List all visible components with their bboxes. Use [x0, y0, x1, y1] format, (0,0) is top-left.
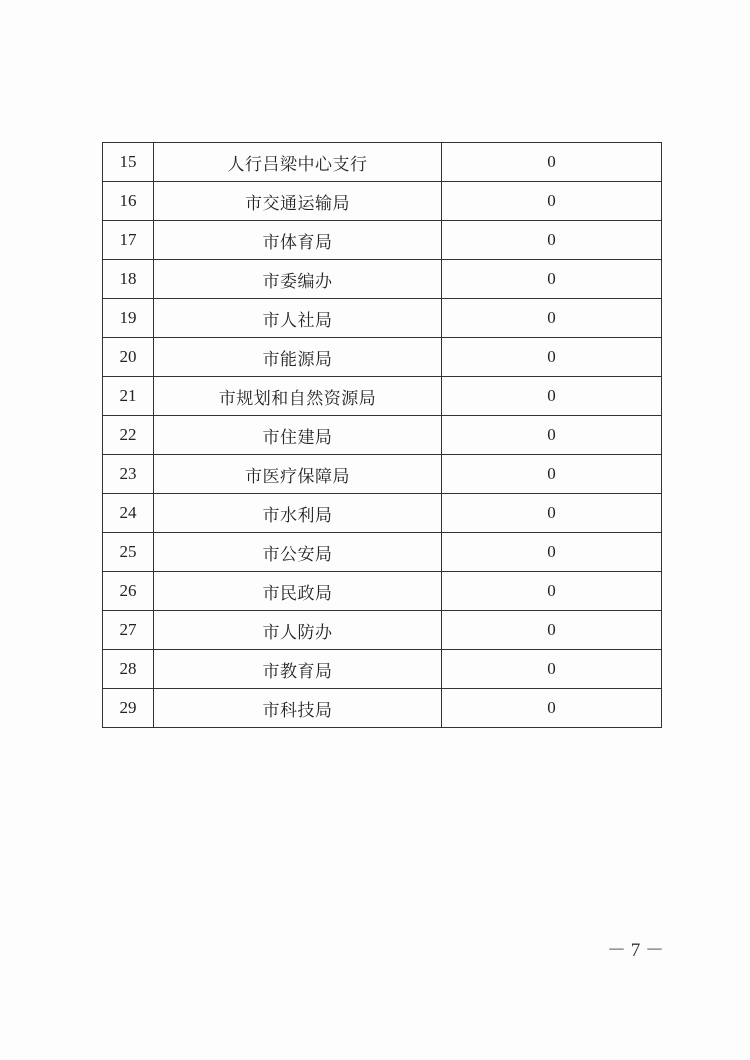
table-row [103, 299, 662, 338]
table-row [103, 455, 662, 494]
row-number: 27 [103, 611, 154, 650]
unit-name: 市委编办 [154, 260, 442, 299]
count-value: 0 [442, 689, 662, 728]
row-number: 21 [103, 377, 154, 416]
table-row [103, 494, 662, 533]
row-number: 15 [103, 143, 154, 182]
row-number: 17 [103, 221, 154, 260]
row-number: 20 [103, 338, 154, 377]
table-row [103, 416, 662, 455]
unit-name: 市能源局 [154, 338, 442, 377]
statistics-table [102, 142, 662, 728]
count-value: 0 [442, 416, 662, 455]
unit-name: 市教育局 [154, 650, 442, 689]
count-value: 0 [442, 611, 662, 650]
count-value: 0 [442, 494, 662, 533]
count-value: 0 [442, 572, 662, 611]
table-row [103, 650, 662, 689]
row-number: 26 [103, 572, 154, 611]
unit-name: 市体育局 [154, 221, 442, 260]
count-value: 0 [442, 299, 662, 338]
unit-name: 市住建局 [154, 416, 442, 455]
table-row [103, 572, 662, 611]
row-number: 19 [103, 299, 154, 338]
unit-name: 市民政局 [154, 572, 442, 611]
table-row [103, 611, 662, 650]
row-number: 16 [103, 182, 154, 221]
unit-name: 市人社局 [154, 299, 442, 338]
table-row [103, 182, 662, 221]
count-value: 0 [442, 182, 662, 221]
unit-name: 市规划和自然资源局 [154, 377, 442, 416]
count-value: 0 [442, 377, 662, 416]
row-number: 29 [103, 689, 154, 728]
unit-name: 市人防办 [154, 611, 442, 650]
unit-name: 市水利局 [154, 494, 442, 533]
table-row [103, 377, 662, 416]
count-value: 0 [442, 455, 662, 494]
unit-name: 市公安局 [154, 533, 442, 572]
row-number: 23 [103, 455, 154, 494]
row-number: 18 [103, 260, 154, 299]
count-value: 0 [442, 650, 662, 689]
row-number: 28 [103, 650, 154, 689]
table-row [103, 221, 662, 260]
unit-name: 人行吕梁中心支行 [154, 143, 442, 182]
page-number: － 7 － [606, 940, 664, 961]
table-row [103, 338, 662, 377]
unit-name: 市医疗保障局 [154, 455, 442, 494]
table-row [103, 143, 662, 182]
count-value: 0 [442, 338, 662, 377]
count-value: 0 [442, 533, 662, 572]
count-value: 0 [442, 143, 662, 182]
unit-name: 市交通运输局 [154, 182, 442, 221]
row-number: 22 [103, 416, 154, 455]
table-row [103, 689, 662, 728]
table-row [103, 533, 662, 572]
row-number: 25 [103, 533, 154, 572]
unit-name: 市科技局 [154, 689, 442, 728]
count-value: 0 [442, 260, 662, 299]
table-row [103, 260, 662, 299]
count-value: 0 [442, 221, 662, 260]
row-number: 24 [103, 494, 154, 533]
